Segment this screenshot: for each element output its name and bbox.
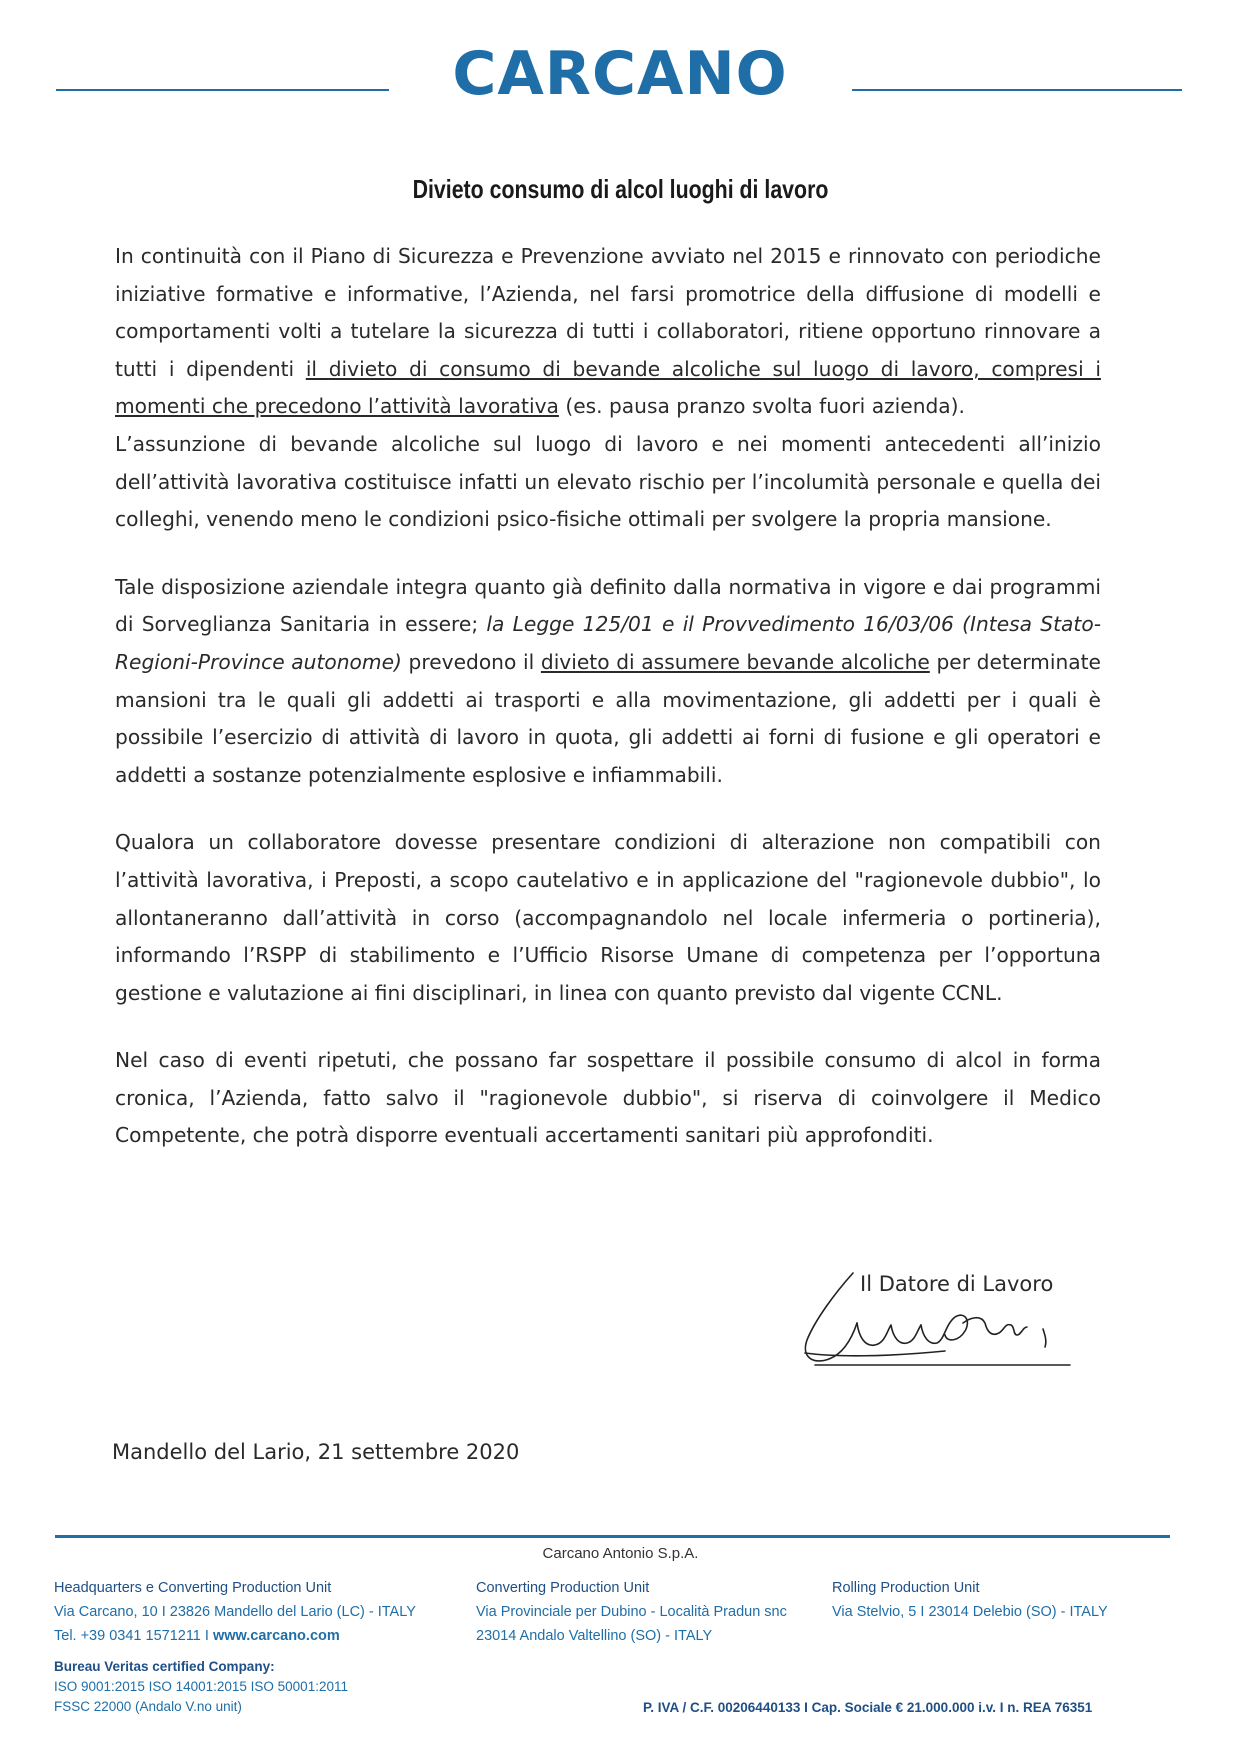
converting-unit-address-1: Via Provinciale per Dubino - Località Pradun snc xyxy=(476,1604,787,1620)
headquarters-title: Headquarters e Converting Production Unit xyxy=(54,1580,332,1596)
company-name: Carcano Antonio S.p.A. xyxy=(542,1545,699,1562)
header-rule-right xyxy=(852,89,1182,91)
footer-rule xyxy=(55,1535,1170,1538)
paragraph-1-text-a: In continuità con il Piano di Sicurezza e Prevenzione avviato nel 2015 e rinnovato con periodiche iniziative formative e informative, l’Azienda, nel farsi promotrice della diffusione di modelli e comportamenti volti a tutelare la sicurezza di tutti i collaboratori, ritiene opportuno rinnovare a tutti i dipendenti xyxy=(115,244,1101,381)
handwritten-signature xyxy=(795,1265,1095,1375)
paragraph-3-text-b: prevedono il xyxy=(401,649,541,674)
paragraph-3-italic: la Legge 125/01 e il Provvedimento 16/03/06 (Intesa Stato-Regioni-Province autonome) xyxy=(115,612,1101,674)
converting-unit-title: Converting Production Unit xyxy=(476,1580,650,1596)
footer-headquarters xyxy=(54,1576,474,1648)
paragraph-3-text-c: per determinate mansioni tra le quali gli addetti ai trasporti e alla movimentazione, gli addetti per i quali è possibile l’esercizio di attività di lavoro in quota, gli addetti ai forni di fusione e gli operatori e addetti a sostanze potenzialmente esplosive e infiammabili. xyxy=(115,649,1101,787)
certifications-iso: ISO 9001:2015 ISO 14001:2015 ISO 50001:2011 xyxy=(54,1679,348,1694)
website-link[interactable]: www.carcano.com xyxy=(212,1628,340,1644)
headquarters-address: Via Carcano, 10 I 23826 Mandello del Lario (LC) - ITALY xyxy=(54,1604,416,1620)
document-title: Divieto consumo di alcol luoghi di lavoro xyxy=(412,174,829,204)
headquarters-contact xyxy=(54,1624,474,1648)
paragraph-3-text-a: Tale disposizione aziendale integra quanto già definito dalla normativa in vigore e dai programmi di Sorveglianza Sanitaria in essere; xyxy=(115,574,1101,637)
paragraph-1-underlined: il divieto di consumo di bevande alcoliche sul luogo di lavoro, compresi i momenti che precedono l’attività lavorativa xyxy=(115,356,1101,419)
paragraph-1-text-b: (es. pausa pranzo svolta fuori azienda). xyxy=(558,394,965,419)
footer-rolling-unit xyxy=(832,1576,1192,1624)
paragraph-3 xyxy=(115,569,1101,795)
footer-certifications xyxy=(54,1657,348,1717)
rolling-unit-title: Rolling Production Unit xyxy=(832,1580,980,1596)
certifications-fssc: FSSC 22000 (Andalo V.no unit) xyxy=(54,1699,242,1714)
paragraph-2: L’assunzione di bevande alcoliche sul luogo di lavoro e nei momenti antecedenti all’inizio dell’attività lavorativa costituisce infatti un elevato rischio per l’incolumità personale e quella dei colleghi, venendo meno le condizioni psico-fisiche ottimali per svolgere la propria mansione. xyxy=(115,431,1101,532)
signature-label: Il Datore di Lavoro xyxy=(860,1272,1054,1296)
paragraph-5: Nel caso di eventi ripetuti, che possano far sospettare il possibile consumo di alcol in forma cronica, l’Azienda, fatto salvo il "ragionevole dubbio", si riserva di coinvolgere il Medico Competente, che potrà disporre eventuali accertamenti sanitari più approfonditi. xyxy=(115,1048,1101,1148)
footer-converting-unit xyxy=(476,1576,836,1648)
carcano-logo: CARCANO xyxy=(452,39,788,109)
paragraph-1 xyxy=(115,238,1101,426)
place-date: Mandello del Lario, 21 settembre 2020 xyxy=(112,1440,520,1464)
paragraph-4: Qualora un collaboratore dovesse presentare condizioni di alterazione non compatibili con l’attività lavorativa, i Preposti, a scopo cautelativo e in applicazione del "ragionevole dubbio", lo allontaneranno dall’attività in corso (accompagnandolo nel locale infermeria o portineria), informando l’RSPP di stabilimento e l’Ufficio Risorse Umane di competenza per l’opportuna gestione e valutazione ai fini disciplinari, in linea con quanto previsto dal vigente CCNL. xyxy=(115,830,1101,1005)
header-rule-left xyxy=(56,89,389,91)
document-body xyxy=(115,238,1101,1155)
rolling-unit-address: Via Stelvio, 5 I 23014 Delebio (SO) - ITALY xyxy=(832,1604,1108,1620)
converting-unit-address-2: 23014 Andalo Valtellino (SO) - ITALY xyxy=(476,1628,713,1644)
certifications-title: Bureau Veritas certified Company: xyxy=(54,1659,275,1674)
paragraph-3-underlined: divieto di assumere bevande alcoliche xyxy=(540,649,930,674)
headquarters-phone: Tel. +39 0341 1571211 I xyxy=(54,1628,213,1644)
footer-legal-info: P. IVA / C.F. 00206440133 I Cap. Sociale € 21.000.000 i.v. I n. REA 76351 xyxy=(643,1700,1093,1715)
